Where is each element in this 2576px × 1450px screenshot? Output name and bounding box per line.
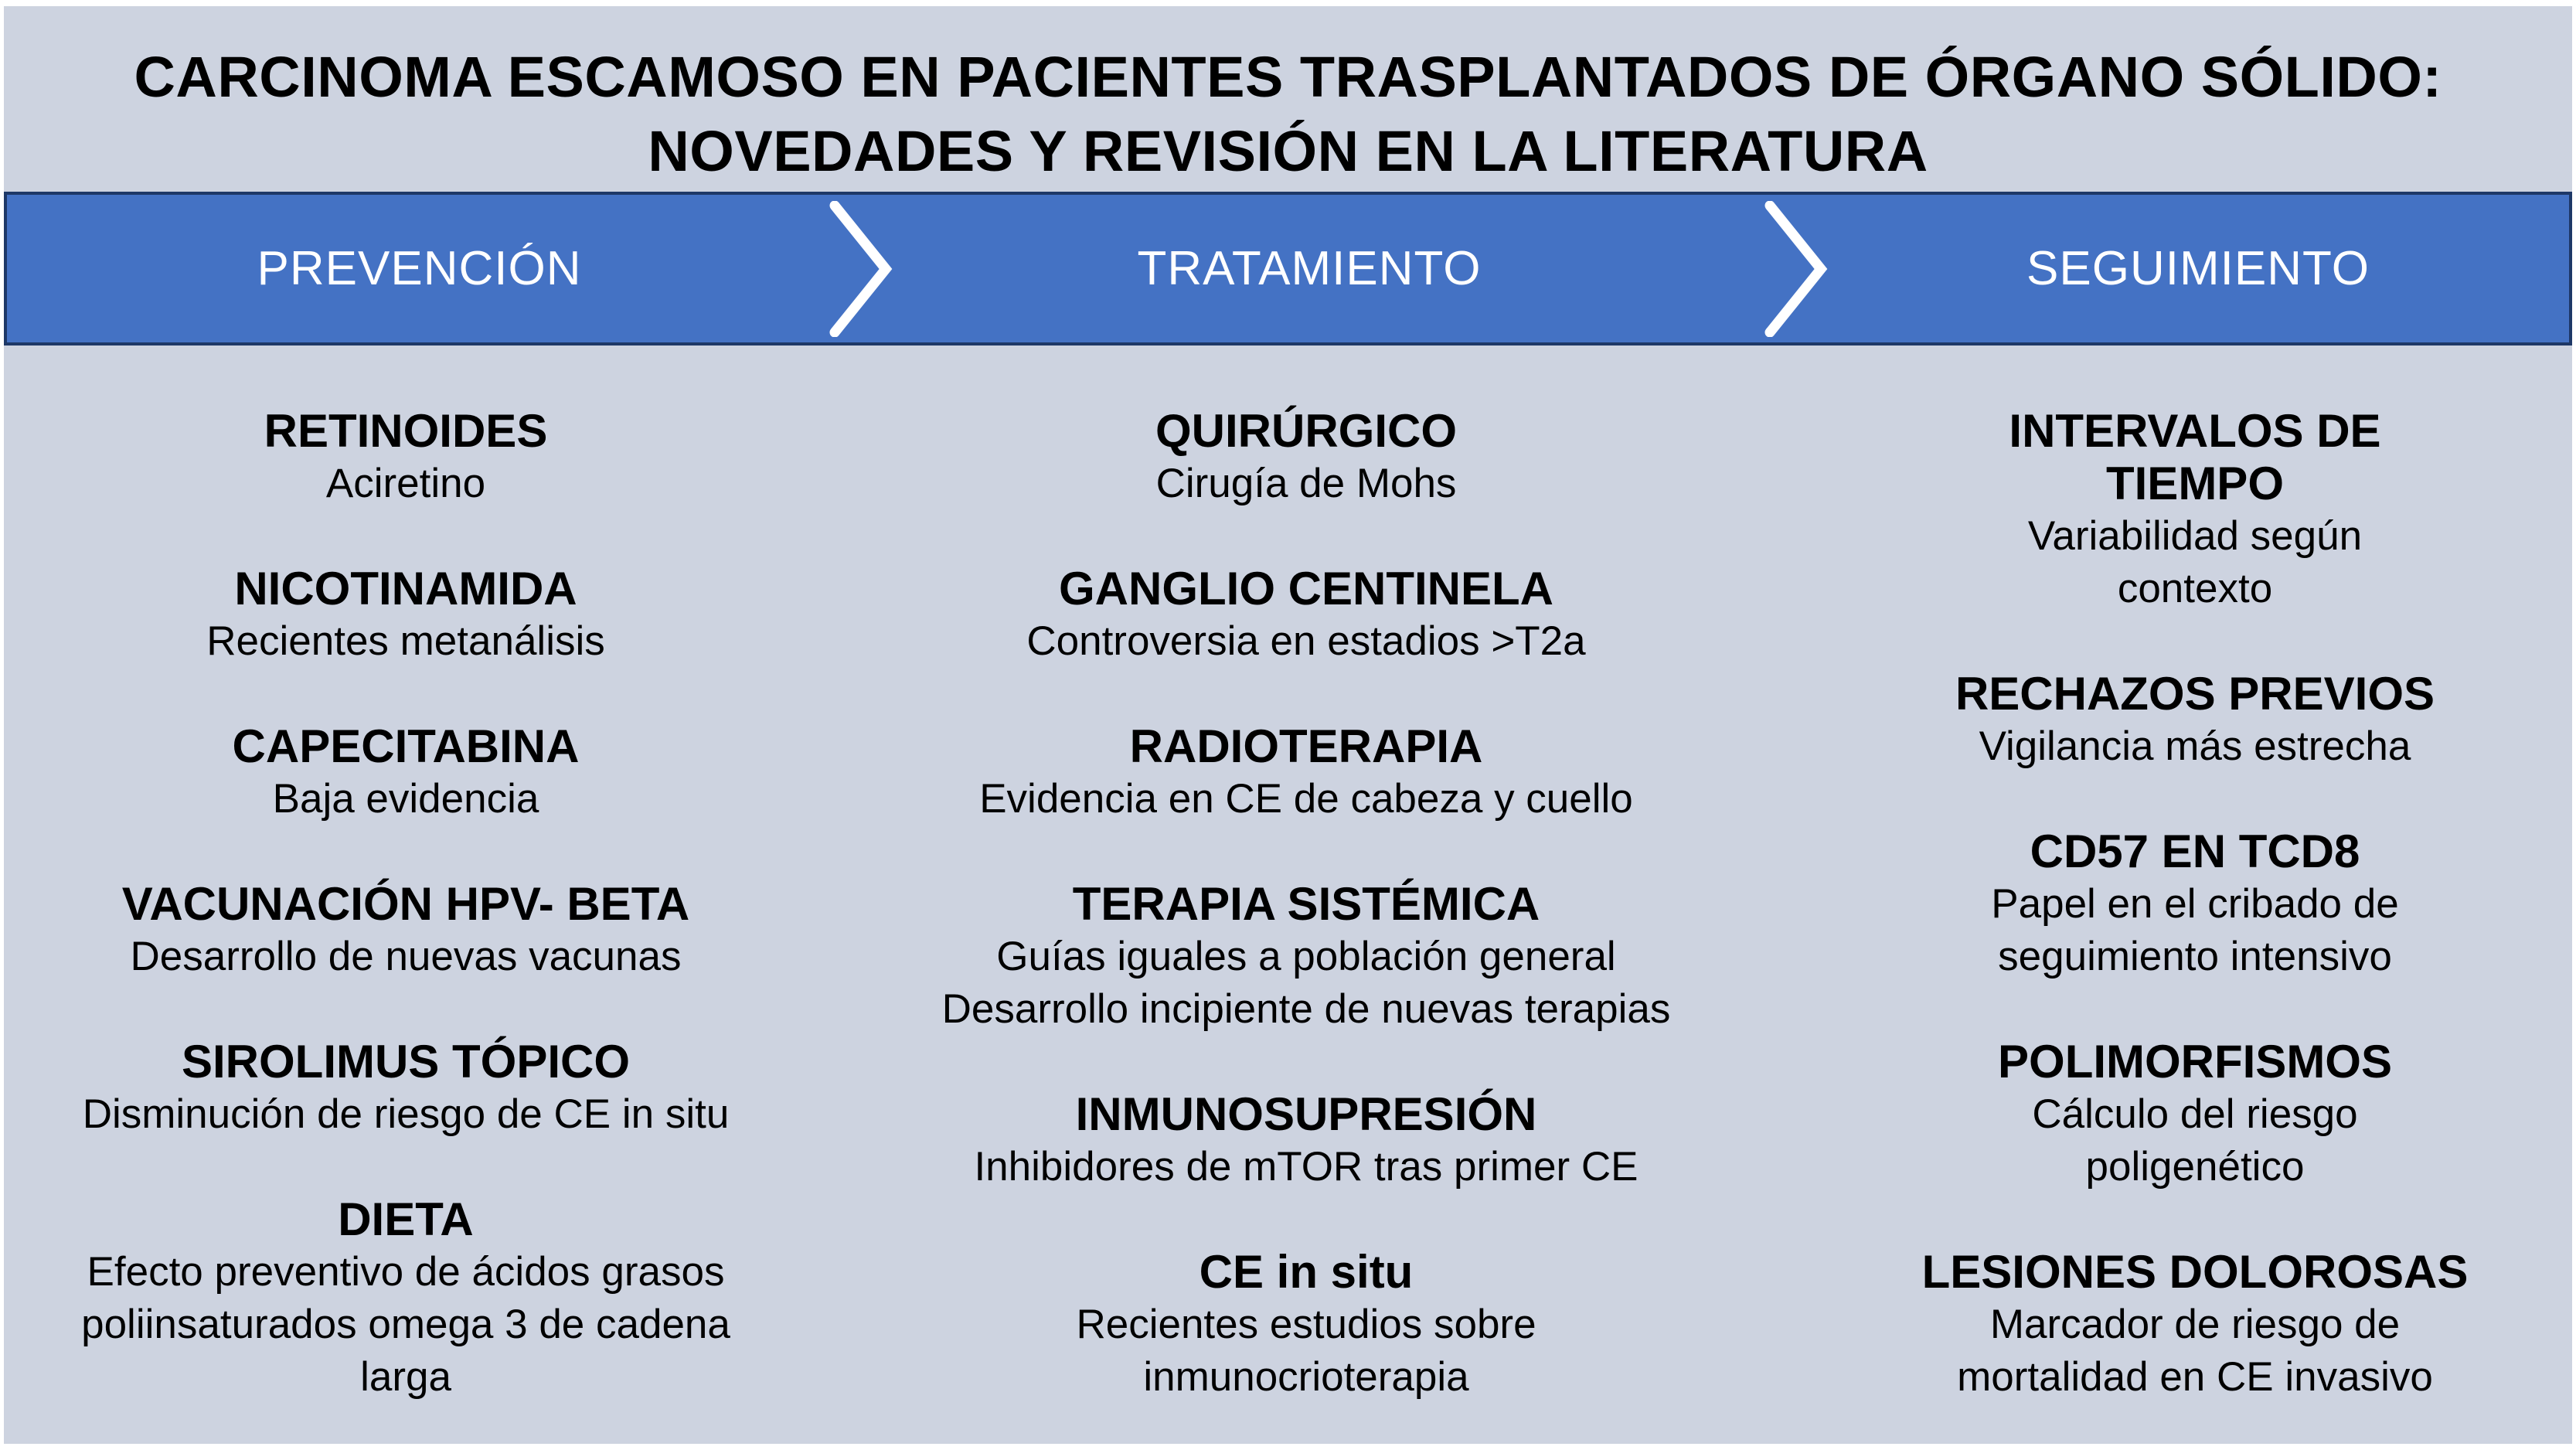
banner-section-prevencion: PREVENCIÓN (257, 242, 582, 295)
topic-header: CAPECITABINA (232, 720, 580, 772)
topic-detail: Cálculo del riesgo (2032, 1091, 2358, 1137)
topic-detail: Disminución de riesgo de CE in situ (82, 1091, 730, 1137)
topic-group (920, 720, 1693, 825)
topic-detail: poligenético (2085, 1144, 2305, 1190)
topic-detail: Inhibidores de mTOR tras primer CE (974, 1144, 1638, 1190)
topic-group (19, 1036, 792, 1141)
topic-header: TIEMPO (2105, 458, 2284, 509)
banner-section-tratamiento: TRATAMIENTO (1137, 242, 1482, 295)
topic-header: TERAPIA SISTÉMICA (1072, 878, 1540, 930)
topic-detail: Efecto preventivo de ácidos grasos (87, 1249, 725, 1295)
topic-group (19, 878, 792, 983)
topic-header: DIETA (338, 1193, 474, 1245)
topic-group (1809, 1246, 2576, 1404)
topic-detail: Controversia en estadios >T2a (1026, 618, 1586, 664)
column-seguimiento (1809, 405, 2576, 1450)
chevron-right-icon (829, 201, 893, 337)
topic-header: INTERVALOS DE (2009, 405, 2381, 457)
topic-detail: Marcador de riesgo de (1989, 1302, 2401, 1347)
topic-group (920, 563, 1693, 668)
topic-detail: Variabilidad según (2027, 513, 2363, 559)
topic-header: RETINOIDES (264, 405, 548, 457)
topic-header: SIROLIMUS TÓPICO (181, 1036, 631, 1088)
topic-header: CE in situ (1199, 1246, 1414, 1298)
topic-group (19, 563, 792, 668)
topic-detail: Desarrollo incipiente de nuevas terapias (941, 986, 1671, 1032)
topic-detail: Baja evidencia (272, 776, 539, 822)
topic-detail: Evidencia en CE de cabeza y cuello (979, 776, 1633, 822)
column-prevencion (19, 405, 792, 1450)
topic-header: LESIONES DOLOROSAS (1921, 1246, 2469, 1298)
topic-group (19, 1193, 792, 1404)
topic-detail: Cirugía de Mohs (1155, 461, 1457, 506)
topic-group (1809, 1036, 2576, 1193)
topic-group (920, 878, 1693, 1036)
topic-header: NICOTINAMIDA (234, 563, 577, 614)
topic-detail: Desarrollo de nuevas vacunas (130, 934, 682, 979)
topic-group (1809, 668, 2576, 773)
topic-header: VACUNACIÓN HPV- BETA (121, 878, 690, 930)
process-banner (4, 192, 2572, 345)
banner-section-seguimiento: SEGUIMIENTO (2026, 242, 2370, 295)
topic-group (1809, 405, 2576, 615)
topic-header: GANGLIO CENTINELA (1059, 563, 1553, 614)
topic-group (920, 1088, 1693, 1193)
topic-header: RADIOTERAPIA (1129, 720, 1483, 772)
topic-detail: mortalidad en CE invasivo (1957, 1354, 2433, 1400)
topic-group (19, 405, 792, 510)
page-title-line-2: NOVEDADES Y REVISIÓN EN LA LITERATURA (648, 119, 1928, 183)
topic-header: QUIRÚRGICO (1155, 405, 1457, 457)
topic-detail: poliinsaturados omega 3 de cadena (81, 1302, 730, 1347)
topic-detail: Recientes estudios sobre (1076, 1302, 1536, 1347)
topic-detail: seguimiento intensivo (1998, 934, 2392, 979)
topic-detail: Vigilancia más estrecha (1979, 723, 2411, 769)
topic-header: RECHAZOS PREVIOS (1955, 668, 2435, 720)
chevron-right-icon (1764, 201, 1829, 337)
topic-header: POLIMORFISMOS (1998, 1036, 2392, 1088)
topic-detail: Guías iguales a población general (996, 934, 1616, 979)
topic-group (1809, 825, 2576, 983)
topic-detail: inmunocrioterapia (1143, 1354, 1469, 1400)
topic-detail: Aciretino (325, 461, 486, 506)
page-title-line-1: CARCINOMA ESCAMOSO EN PACIENTES TRASPLANTADOS DE ÓRGANO SÓLIDO: (134, 45, 2442, 109)
topic-detail: contexto (2117, 566, 2273, 611)
topic-detail: Papel en el cribado de (1991, 881, 2399, 927)
topic-detail: larga (360, 1354, 451, 1400)
topic-group (920, 1246, 1693, 1404)
topic-group (920, 405, 1693, 510)
topic-group (19, 720, 792, 825)
topic-header: CD57 EN TCD8 (2030, 825, 2360, 877)
page-title (0, 40, 2576, 189)
topic-detail: Recientes metanálisis (206, 618, 605, 664)
topic-header: INMUNOSUPRESIÓN (1075, 1088, 1537, 1140)
column-tratamiento (920, 405, 1693, 1450)
